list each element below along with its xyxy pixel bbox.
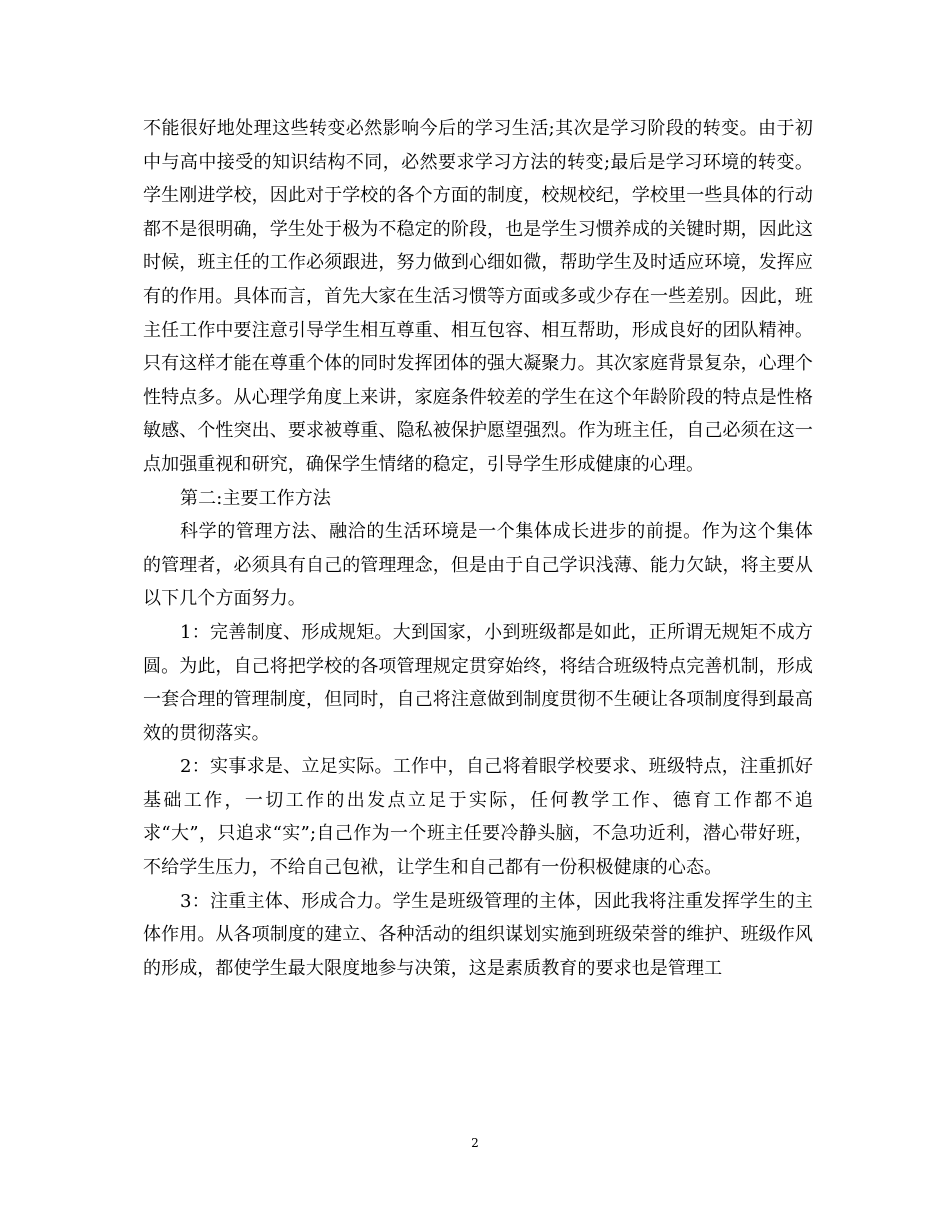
paragraph-4: 2：实事求是、立足实际。工作中，自己将着眼学校要求、班级特点，注重抓好基础工作，一切工作的出发点立足于实际，任何教学工作、德育工作都不追求“大”，只追求“实”;自己作为一个班主任要冷静头脑，不急功近利，潜心带好班，不给学生压力，不给自己包袱，让学生和自己都有一份积极健康的心态。 xyxy=(143,756,813,879)
page-number: 2 xyxy=(471,1136,479,1150)
paragraph-5: 3：注重主体、形成合力。学生是班级管理的主体，因此我将注重发挥学生的主体作用。从各项制度的建立、各种活动的组织谋划实施到班级荣誉的维护、班级作风的形成，都使学生最大限度地参与决策，这是素质教育的要求也是管理工 xyxy=(143,890,813,979)
section-heading: 第二:主要工作方法 xyxy=(180,487,331,509)
paragraph-3: 1：完善制度、形成规矩。大到国家，小到班级都是如此，正所谓无规矩不成方圆。为此，自己将把学校的各项管理规定贯穿始终，将结合班级特点完善机制，形成一套合理的管理制度，但同时，自己将注意做到制度贯彻不生硬让各项制度得到最高效的贯彻落实。 xyxy=(143,621,813,744)
paragraph-1: 不能很好地处理这些转变必然影响今后的学习生活;其次是学习阶段的转变。由于初中与高中接受的知识结构不同，必然要求学习方法的转变;最后是学习环境的转变。学生刚进学校，因此对于学校的各个方面的制度，校规校纪，学校里一些具体的行动都不是很明确，学生处于极为不稳定的阶段，也是学生习惯养成的关键时期，因此这时候，班主任的工作必须跟进，努力做到心细如微，帮助学生及时适应环境，发挥应有的作用。具体而言，首先大家在生活习惯等方面或多或少存在一些差别。因此，班主任工作中要注意引导学生相互尊重、相互包容、相互帮助，形成良好的团队精神。只有这样才能在尊重个体的同时发挥团体的强大凝聚力。其次家庭背景复杂，心理个性特点多。从心理学角度上来讲，家庭条件较差的学生在这个年龄阶段的特点是性格敏感、个性突出、要求被尊重、隐私被保护愿望强烈。作为班主任，自己必须在这一点加强重视和研究，确保学生情绪的稳定，引导学生形成健康的心理。 xyxy=(143,118,813,475)
paragraph-2: 科学的管理方法、融洽的生活环境是一个集体成长进步的前提。作为这个集体的管理者，必须具有自己的管理理念，但是由于自己学识浅薄、能力欠缺，将主要从以下几个方面努力。 xyxy=(143,521,813,610)
document-body xyxy=(143,112,813,985)
